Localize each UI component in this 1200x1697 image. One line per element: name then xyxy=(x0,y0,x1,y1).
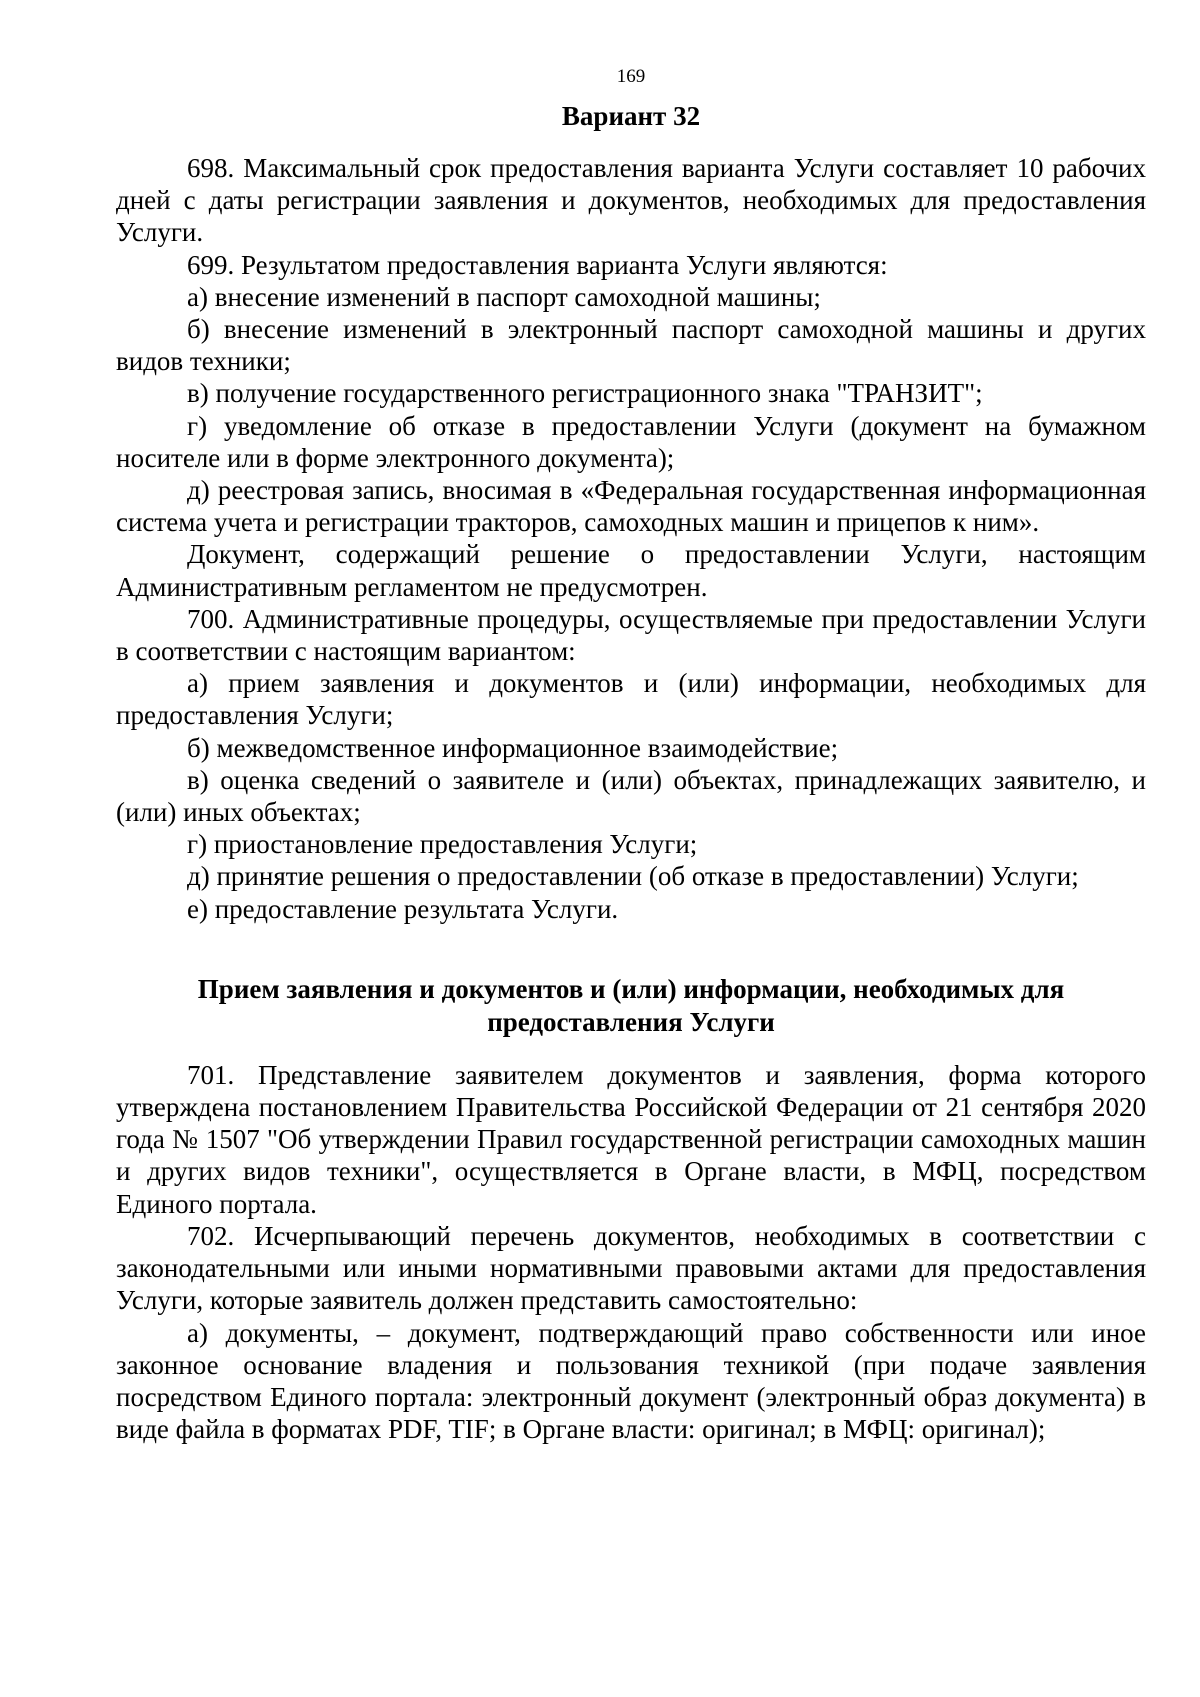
procedure-item-v: в) оценка сведений о заявителе и (или) объектах, принадлежащих заявителю, и (или) иных объектах; xyxy=(116,764,1146,828)
paragraph-701: 701. Представление заявителем документов и заявления, форма которого утверждена постановлением Правительства Российской Федерации от 21 сентября 2020 года № 1507 "Об утверждении Правил государственной регистрации самоходных машин и других видов техники", осуществляется в Органе власти, в МФЦ, посредством Единого портала. xyxy=(116,1059,1146,1219)
document-page xyxy=(116,66,1146,1445)
section-heading-line-2: предоставления Услуги xyxy=(487,1006,775,1037)
result-item-b: б) внесение изменений в электронный паспорт самоходной машины и других видов техники; xyxy=(116,314,1146,377)
document-item-a: а) документы, – документ, подтверждающий право собственности или иное законное основание владения и пользования техникой (при подаче заявления посредством Единого портала: электронный документ (электронный образ документа) в виде файла в форматах PDF, TIF; в Органе власти: оригинал; в МФЦ: оригинал); xyxy=(116,1317,1146,1445)
procedure-item-e: е) предоставление результата Услуги. xyxy=(187,893,619,924)
result-item-d: д) реестровая запись, вносимая в «Федеральная государственная информационная система учета и регистрации тракторов, самоходных машин и прицепов к ним». xyxy=(116,475,1146,538)
page-title: Вариант 32 xyxy=(561,101,701,131)
result-item-g: г) уведомление об отказе в предоставлении Услуги (документ на бумажном носителе или в форме электронного документа); xyxy=(116,410,1146,473)
procedure-item-d: д) принятие решения о предоставлении (об отказе в предоставлении) Услуги; xyxy=(187,861,1079,892)
section-heading-line-1: Прием заявления и документов и (или) информации, необходимых для xyxy=(197,973,1065,1004)
procedure-item-a: а) прием заявления и документов и (или) информации, необходимых для предоставления Услуги; xyxy=(116,668,1146,731)
result-item-a: а) внесение изменений в паспорт самоходной машины; xyxy=(187,281,821,312)
page-number: 169 xyxy=(616,66,646,87)
section-heading xyxy=(116,973,1146,1039)
paragraph-698: 698. Максимальный срок предоставления варианта Услуги составляет 10 рабочих дней с даты регистрации заявления и документов, необходимых для предоставления Услуги. xyxy=(116,153,1146,248)
paragraph-699: 699. Результатом предоставления варианта Услуги являются: xyxy=(187,249,888,280)
paragraph-702: 702. Исчерпывающий перечень документов, необходимых в соответствии с законодательными или иными нормативными правовыми актами для предоставления Услуги, которые заявитель должен представить самостоятельно: xyxy=(116,1220,1146,1316)
paragraph-decision-note: Документ, содержащий решение о предоставлении Услуги, настоящим Административным регламентом не предусмотрен. xyxy=(116,539,1146,602)
paragraph-700: 700. Административные процедуры, осуществляемые при предоставлении Услуги в соответствии с настоящим вариантом: xyxy=(116,603,1146,667)
result-item-v: в) получение государственного регистрационного знака "ТРАНЗИТ"; xyxy=(187,378,983,409)
procedure-item-g: г) приостановление предоставления Услуги; xyxy=(187,829,698,860)
procedure-item-b: б) межведомственное информационное взаимодействие; xyxy=(187,732,839,763)
